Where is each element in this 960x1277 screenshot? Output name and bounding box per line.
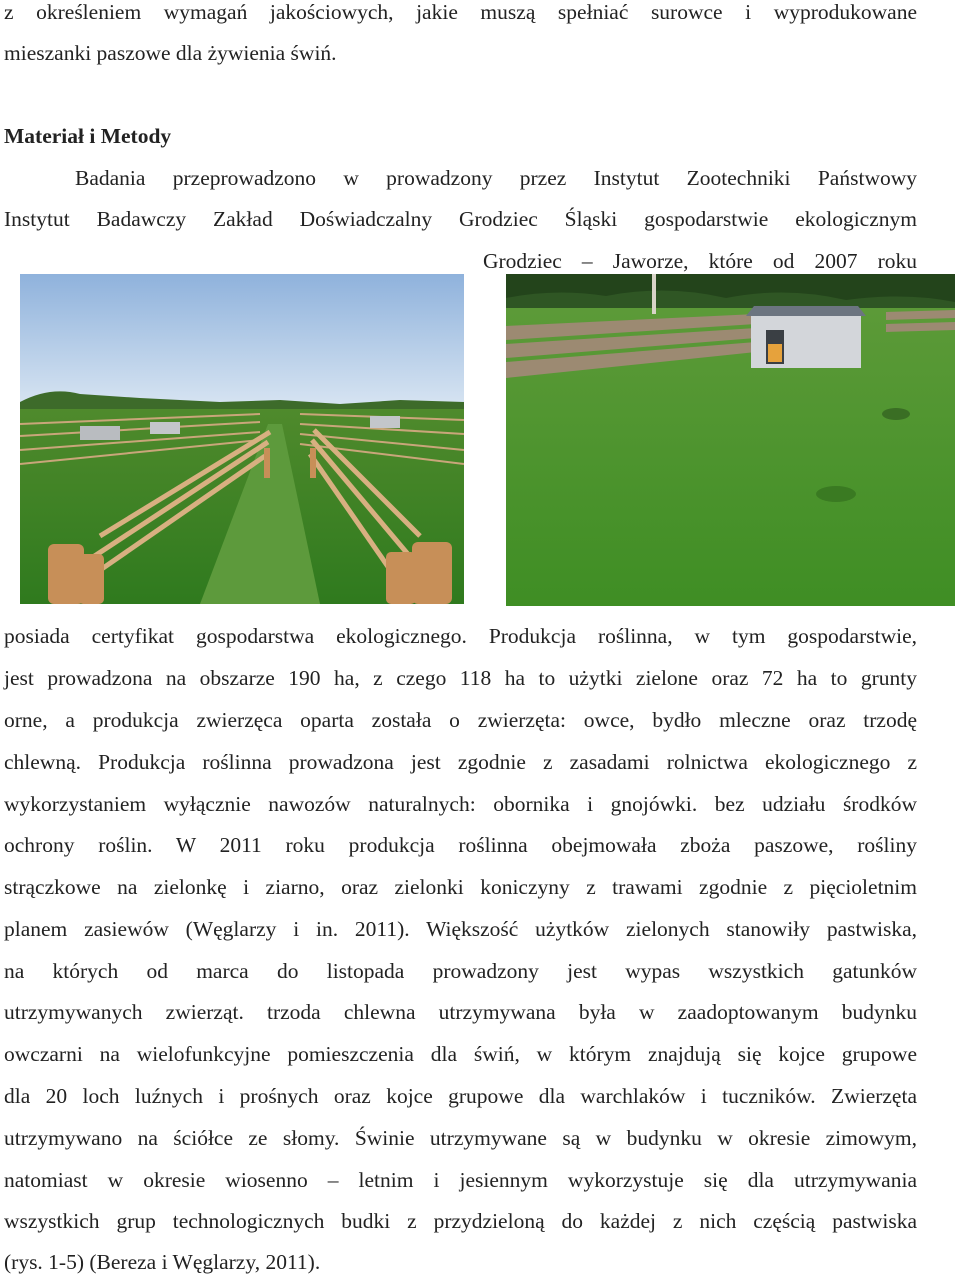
body-line-15: wszystkich grup technologicznych budki z przydzieloną do każdej z nich częścią pastwiska — [4, 1209, 917, 1233]
photo-pasture-shed — [506, 274, 955, 606]
intro-line-1: z określeniem wymagań jakościowych, jakie muszą spełniać surowce i wyprodukowane — [4, 0, 917, 24]
section-heading: Materiał i Metody — [4, 124, 172, 148]
body-line-7: strączkowe na zielonkę i ziarno, oraz zielonki koniczyny z trawami zgodnie z pięcioletnim — [4, 875, 917, 899]
body-line-9: na których od marca do listopada prowadzony jest wypas wszystkich gatunków — [4, 959, 917, 983]
body-line-3: orne, a produkcja zwierzęca oparta została o zwierzęta: owce, bydło mleczne oraz trzodę — [4, 708, 917, 732]
body-line-5: wykorzystaniem wyłącznie nawozów naturalnych: obornika i gnojówki. bez udziału środków — [4, 792, 917, 816]
body-line-2: jest prowadzona na obszarze 190 ha, z czego 118 ha to użytki zielone oraz 72 ha to grunty — [4, 666, 917, 690]
body-line-11: owczarni na wielofunkcyjne pomieszczenia dla świń, w którym znajdują się kojce grupowe — [4, 1042, 917, 1066]
body-line-6: ochrony roślin. W 2011 roku produkcja roślinna obejmowała zboża paszowe, rośliny — [4, 833, 917, 857]
body-line-1: posiada certyfikat gospodarstwa ekologicznego. Produkcja roślinna, w tym gospodarstwie, — [4, 624, 917, 648]
body-line-8: planem zasiewów (Węglarzy i in. 2011). Większość użytków zielonych stanowiły pastwiska, — [4, 917, 917, 941]
section-line-1: Badania przeprowadzono w prowadzony przez Instytut Zootechniki Państwowy — [75, 166, 917, 190]
body-line-14: natomiast w okresie wiosenno – letnim i jesiennym wykorzystuje się dla utrzymywania — [4, 1168, 917, 1192]
section-line-3: Grodziec – Jaworze, które od 2007 roku — [483, 249, 917, 273]
body-line-12: dla 20 loch luźnych i prośnych oraz kojce grupowe dla warchlaków i tuczników. Zwierzęta — [4, 1084, 917, 1108]
body-line-16: (rys. 1-5) (Bereza i Węglarzy, 2011). — [4, 1250, 321, 1274]
intro-line-2: mieszanki paszowe dla żywienia świń. — [4, 41, 337, 65]
section-line-2: Instytut Badawczy Zakład Doświadczalny Grodziec Śląski gospodarstwie ekologicznym — [4, 207, 917, 231]
body-line-4: chlewną. Produkcja roślinna prowadzona jest zgodnie z zasadami rolnictwa ekologicznego z — [4, 750, 917, 774]
body-line-10: utrzymywanych zwierząt. trzoda chlewna utrzymywana była w zaadoptowanym budynku — [4, 1000, 917, 1024]
photo-paddocks — [20, 274, 464, 604]
body-line-13: utrzymywano na ściółce ze słomy. Świnie utrzymywane są w budynku w okresie zimowym, — [4, 1126, 917, 1150]
